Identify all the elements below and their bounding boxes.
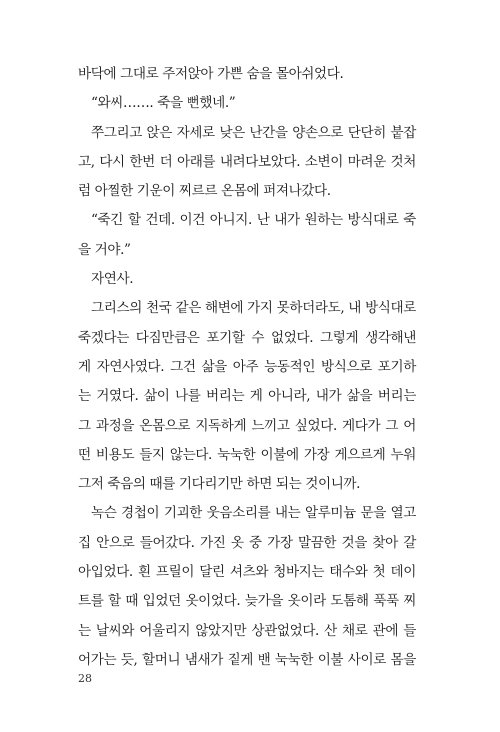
text-line: 는 거였다. 삶이 나를 버리는 게 아니라, 내가 삶을 버리는 (78, 388, 416, 405)
text-line: 떤 비용도 들지 않는다. 눅눅한 이불에 가장 게으르게 누워 (78, 446, 416, 463)
text-line: “와씨……. 죽을 뻔했네.” (91, 95, 236, 112)
text-line: 바닥에 그대로 주저앉아 가쁜 숨을 몰아쉬었다. (78, 66, 344, 82)
text-line: 을 거야.” (78, 241, 131, 258)
text-line: 는 날씨와 어울리지 않았지만 상관없었다. 산 채로 관에 들 (78, 622, 416, 639)
text-line: 그리스의 천국 같은 해변에 가지 못하더라도, 내 방식대로 (91, 300, 416, 317)
text-line: 그저 죽음의 때를 기다리기만 하면 되는 것이니까. (78, 476, 361, 493)
text-line: 트를 할 때 입었던 옷이었다. 늦가을 옷이라 도톰해 푹푹 찌 (78, 593, 416, 610)
text-line: 죽겠다는 다짐만큼은 포기할 수 없었다. 그렇게 생각해낸 (78, 329, 416, 346)
text-line: 럼 아찔한 기운이 찌르르 온몸에 퍼져나갔다. (78, 183, 331, 200)
text-line: 아입었다. 흰 프릴이 달린 셔츠와 청바지는 태수와 첫 데이 (78, 564, 416, 581)
text-line: 고, 다시 한번 더 아래를 내려다보았다. 소변이 마려운 것처 (78, 153, 416, 170)
text-line: “죽긴 할 건데. 이건 아니지. 난 내가 원하는 방식대로 죽 (91, 212, 416, 229)
text-line: 그 과정을 온몸으로 지독하게 느끼고 싶었다. 게다가 그 어 (78, 417, 416, 434)
text-line: 녹슨 경첩이 기괴한 웃음소리를 내는 알루미늄 문을 열고 (91, 505, 416, 522)
page-number: 28 (78, 672, 92, 685)
text-line: 게 자연사였다. 그건 삶을 아주 능동적인 방식으로 포기하 (78, 358, 416, 375)
text-line: 자연사. (91, 271, 134, 288)
text-line: 쭈그리고 앉은 자세로 낮은 난간을 양손으로 단단히 붙잡 (91, 124, 416, 141)
body-text (78, 60, 416, 675)
text-line: 어가는 듯, 할머니 냄새가 짙게 밴 눅눅한 이불 사이로 몸을 (78, 651, 416, 668)
text-line: 집 안으로 들어갔다. 가진 옷 중 가장 말끔한 것을 찾아 갈 (78, 534, 416, 551)
